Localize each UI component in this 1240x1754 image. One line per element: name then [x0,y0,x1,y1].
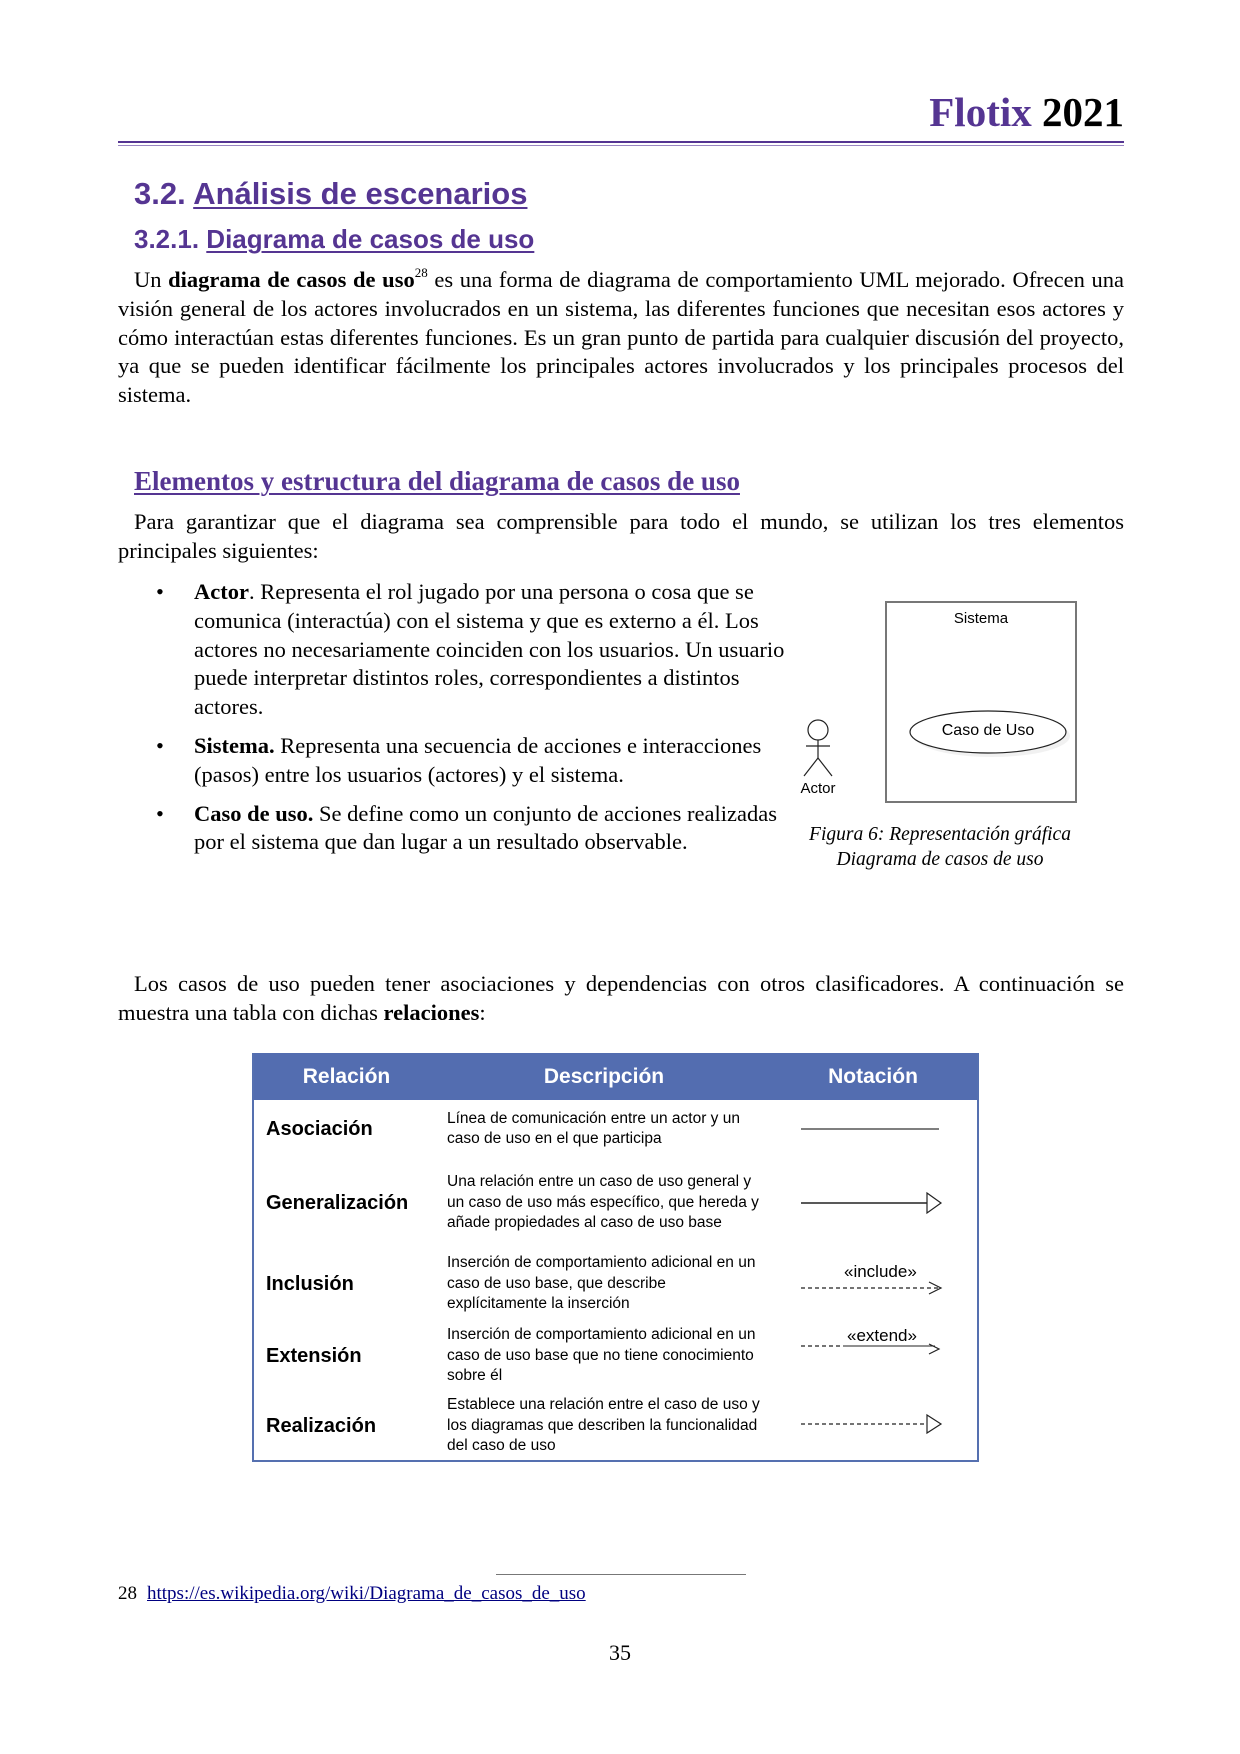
usecase-label: Caso de Uso [941,722,1035,739]
bullet-icon: • [156,732,164,758]
intro-paragraph [118,266,1124,410]
relation-name: Generalización [266,1191,409,1214]
bullet-term: Caso de uso. [194,800,314,826]
intro-lead: Un [134,267,169,292]
page-number: 35 [609,1640,631,1665]
relations-end: : [479,999,486,1025]
section-title: Análisis de escenarios [193,176,528,211]
subsection-number: 3.2.1. [134,224,200,254]
brand-name: Flotix [929,89,1032,135]
elements-list [150,578,790,867]
table-header [254,1053,977,1100]
caption-line-1: Figura 6: Representación gráfica [809,824,1071,845]
notation-cell [769,1320,977,1392]
relations-intro-text: Los casos de uso pueden tener asociaciones y dependencias con otros clasificadores. A continuación se muestra una tabla con dichas [118,971,1124,1025]
relation-description: Una relación entre un caso de uso general y un caso de uso más específico, que hereda y añade propiedades al caso de uso base [447,1173,759,1232]
subsection-heading [134,224,534,255]
elements-heading: Elementos y estructura del diagrama de casos de uso [134,466,740,496]
include-dependency-arrow-icon [769,1248,977,1320]
footnote-number: 28 [118,1583,137,1604]
relation-description: Establece una relación entre el caso de uso y los diagramas que describen la funcionalidad del caso de uso [447,1396,760,1455]
use-case-diagram-icon [780,600,1100,810]
relation-description: Inserción de comportamiento adicional en un caso de uso base que no tiene conocimiento sobre él [447,1326,756,1385]
table-row [254,1158,977,1248]
footnote-separator [496,1574,746,1575]
header-year: 2021 [1042,89,1124,135]
relation-description: Inserción de comportamiento adicional en un caso de uso base, que describe explícitamente la inserción [447,1254,756,1313]
table-row [254,1248,977,1320]
bullet-icon: • [156,800,164,826]
intro-text: es una forma de diagrama de comportamiento UML mejorado. Ofrecen una visión general de los actores involucrados en un sistema, las diferentes funciones que necesitan esos actores y cómo interactúan estas diferentes funciones. Es un gran punto de partida para cualquier discusión del proyecto, ya que se pueden identificar fácilmente los principales actores involucrados y los principales procesos del sistema. [118,267,1125,408]
notation-cell [769,1392,977,1460]
notation-cell [769,1248,977,1320]
document-header [929,89,1124,135]
relation-name: Extensión [266,1344,362,1367]
bullet-text: Se define como un conjunto de acciones realizadas por el sistema que dan lugar a un resultado observable. [194,800,777,855]
elements-intro-text: Para garantizar que el diagrama sea comprensible para todo el mundo, se utilizan los tres elementos principales siguientes: [118,509,1124,563]
footnote-ref[interactable]: 28 [414,265,428,280]
relations-table [252,1053,979,1462]
header-rule-thin [118,145,1124,146]
generalization-arrow-icon [769,1158,977,1248]
bullet-term: Sistema. [194,732,275,758]
table-row [254,1392,977,1460]
relation-name: Asociación [266,1117,373,1140]
notation-cell [769,1100,977,1158]
list-item-actor [150,578,790,722]
relations-intro [118,970,1124,1028]
extend-stereotype: «extend» [847,1326,917,1345]
relation-description: Línea de comunicación entre un actor y un caso de uso en el que participa [447,1109,740,1147]
notation-cell [769,1158,977,1248]
elements-intro [118,508,1124,566]
relation-name: Realización [266,1414,377,1437]
column-header-descripcion: Descripción [543,1064,665,1088]
system-label: Sistema [953,610,1009,627]
use-case-diagram-figure [780,600,1100,810]
caption-line-2: Diagrama de casos de uso [836,849,1044,870]
intro-bold-term: diagrama de casos de uso [168,267,415,292]
list-item-sistema [150,732,790,790]
bullet-text: Representa el rol jugado por una persona o cosa que se comunica (interactúa) con el sistema y que es externo a él. Los actores no necesariamente coinciden con los usuarios. Un usuario puede interpretar distintos roles, correspondientes a distintos actores. [194,579,785,720]
subsection-title: Diagrama de casos de uso [206,224,535,254]
column-header-relacion: Relación [302,1064,391,1088]
association-line-icon [769,1100,977,1158]
footnote [118,1582,586,1606]
bullet-term: Actor [194,579,249,604]
bullet-text: Representa una secuencia de acciones e interacciones (pasos) entre los usuarios (actores) y el sistema. [194,732,762,787]
section-heading [134,175,527,212]
actor-label: Actor [800,780,836,797]
realization-arrow-icon [769,1392,977,1460]
relations-bold: relaciones [383,999,480,1025]
figure-caption [780,822,1100,872]
section-number: 3.2. [134,176,186,211]
header-rule [118,141,1124,143]
column-header-notacion: Notación [828,1064,918,1088]
relation-name: Inclusión [266,1272,354,1295]
list-item-caso-de-uso [150,800,790,858]
bullet-sep: . [248,579,255,604]
bullet-icon: • [156,579,164,604]
include-stereotype: «include» [844,1262,917,1281]
table-row [254,1320,977,1392]
table-row [254,1100,977,1158]
footnote-link[interactable]: https://es.wikipedia.org/wiki/Diagrama_de_casos_de_uso [147,1583,586,1604]
